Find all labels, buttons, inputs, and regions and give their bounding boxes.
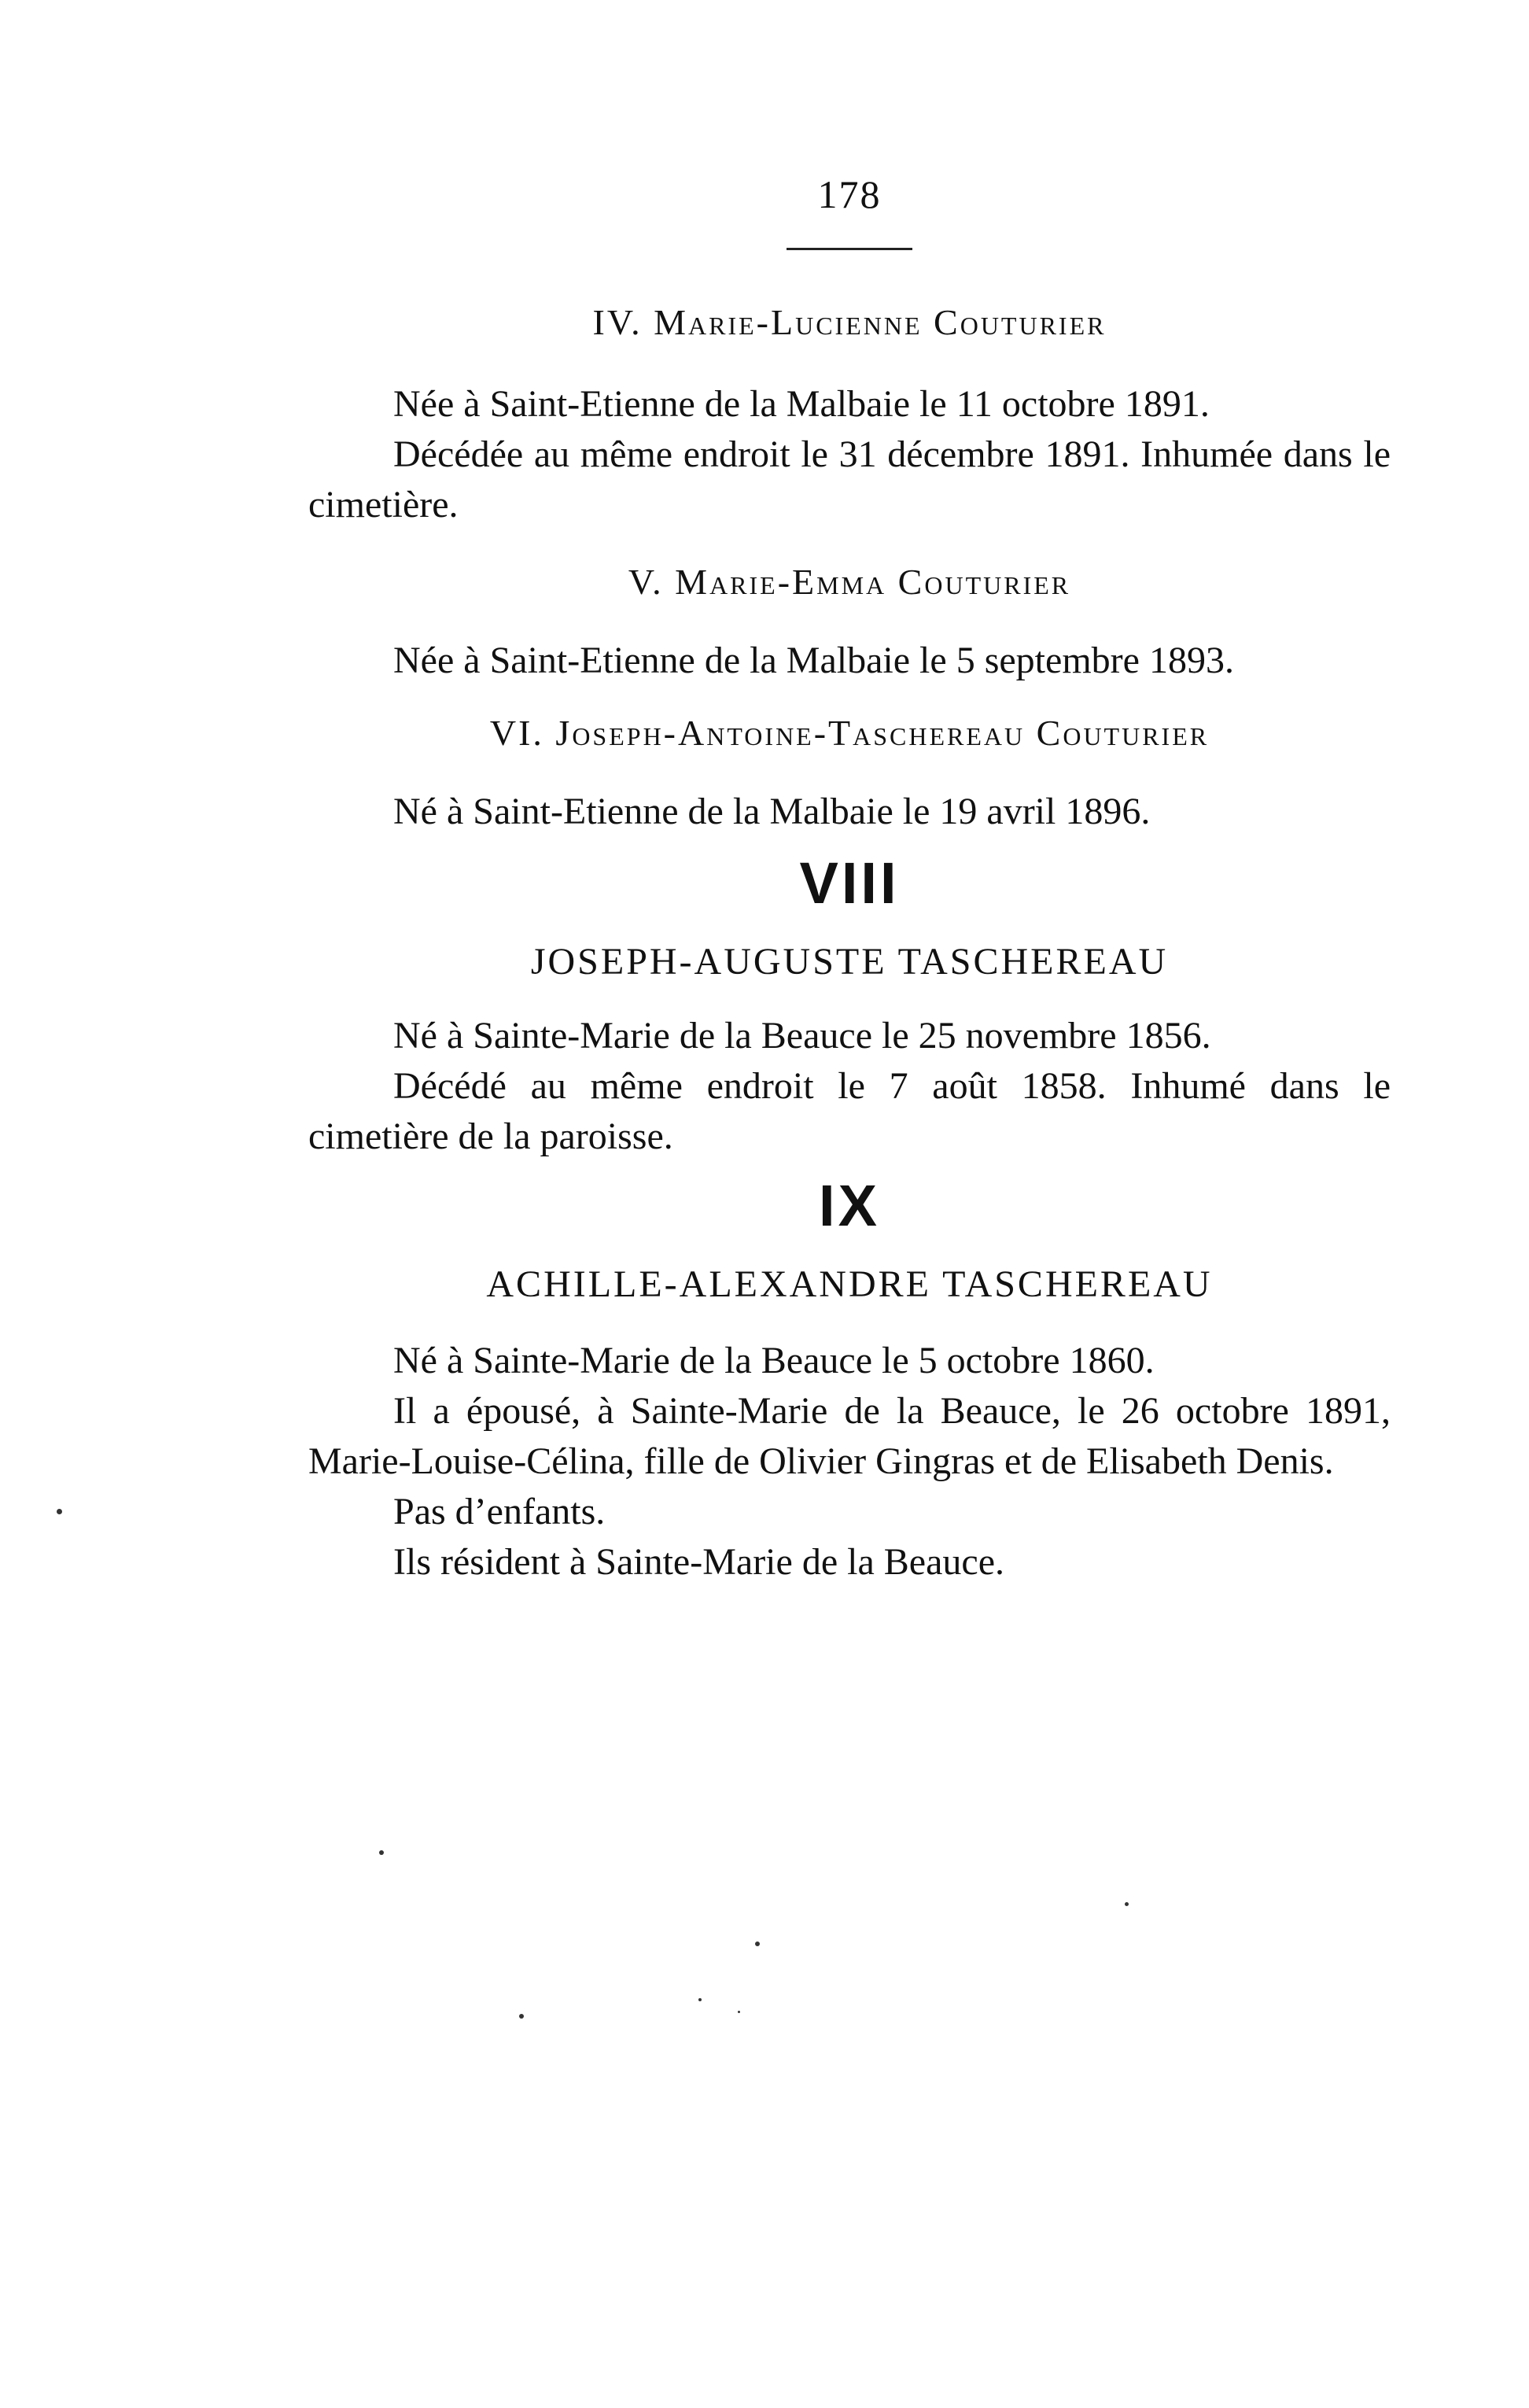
section-name: Marie-Lucienne Couturier bbox=[654, 302, 1107, 342]
page-number: 178 bbox=[817, 172, 882, 216]
scan-speck bbox=[755, 1942, 760, 1946]
section-heading-vi bbox=[299, 712, 1400, 754]
section-numeral: VI. bbox=[489, 713, 544, 753]
section-heading-v bbox=[299, 561, 1400, 603]
scan-speck bbox=[57, 1509, 62, 1514]
paragraph: Né à Saint-Etienne de la Malbaie le 19 avril 1896. bbox=[393, 791, 1151, 832]
paragraph: Décédé au même endroit le 7 août 1858. Inhumé dans le cimetière de la paroisse. bbox=[308, 1065, 1391, 1157]
section-name: Marie-Emma Couturier bbox=[675, 562, 1071, 602]
chapter-body-viii bbox=[308, 1011, 1391, 1162]
paragraph: Ils résident à Sainte-Marie de la Beauce. bbox=[393, 1541, 1004, 1583]
scan-speck bbox=[738, 2011, 740, 2013]
section-body-vi bbox=[308, 787, 1391, 837]
section-numeral: IV. bbox=[592, 302, 643, 342]
header-rule bbox=[787, 248, 912, 250]
scan-speck bbox=[379, 1850, 384, 1855]
section-name: Joseph-Antoine-Taschereau Couturier bbox=[555, 713, 1210, 753]
paragraph: Née à Saint-Etienne de la Malbaie le 5 septembre 1893. bbox=[393, 640, 1234, 681]
section-body-v bbox=[308, 636, 1391, 686]
section-body-iv bbox=[308, 379, 1391, 530]
paragraph: Né à Sainte-Marie de la Beauce le 5 octobre 1860. bbox=[393, 1340, 1155, 1381]
chapter-body-ix bbox=[308, 1336, 1391, 1588]
chapter-numeral-ix: IX bbox=[819, 1173, 880, 1238]
paragraph: Décédée au même endroit le 31 décembre 1891. Inhumée dans le cimetière. bbox=[308, 433, 1391, 525]
paragraph: Pas d’enfants. bbox=[393, 1491, 606, 1532]
paragraph: Née à Saint-Etienne de la Malbaie le 11 octobre 1891. bbox=[393, 383, 1210, 425]
paragraph: Né à Sainte-Marie de la Beauce le 25 novembre 1856. bbox=[393, 1015, 1211, 1056]
chapter-name-ix: ACHILLE-ALEXANDRE TASCHEREAU bbox=[486, 1263, 1213, 1305]
scan-speck bbox=[698, 1998, 702, 2001]
section-heading-iv bbox=[299, 301, 1400, 343]
chapter-name-viii: JOSEPH-AUGUSTE TASCHEREAU bbox=[530, 941, 1169, 983]
chapter-numeral-viii: VIII bbox=[799, 850, 900, 916]
scan-speck bbox=[519, 2014, 524, 2019]
paragraph: Il a épousé, à Sainte-Marie de la Beauce, le 26 octobre 1891, Marie-Louise-Célina, fille de Olivier Gingras et de Elisabeth Denis. bbox=[308, 1390, 1391, 1482]
scan-speck bbox=[1125, 1902, 1129, 1906]
section-numeral: V. bbox=[628, 562, 664, 602]
